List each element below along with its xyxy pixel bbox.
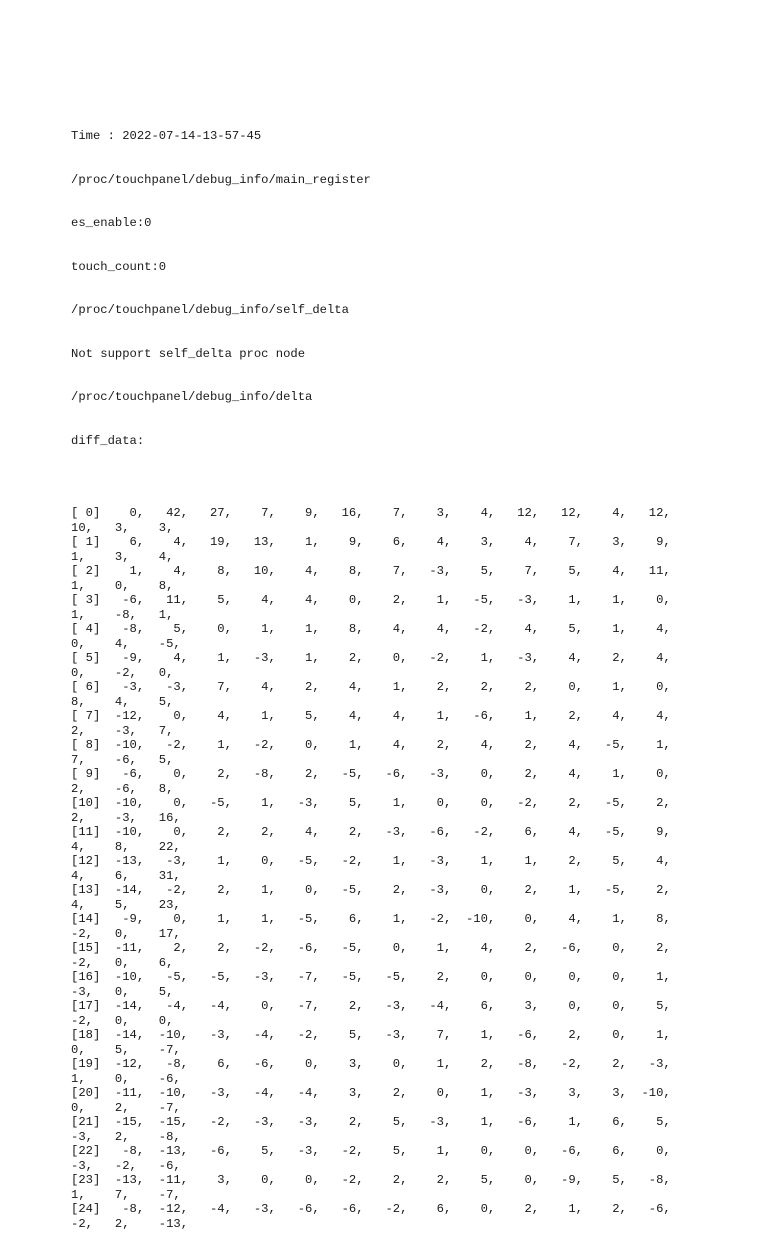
touch-count-line: touch_count:0	[71, 259, 167, 274]
timestamp-line: Time : 2022-07-14-13-57-45	[71, 129, 262, 143]
diff-row-wrap-line: 0, 5, -7,	[71, 1042, 181, 1057]
diff-row-line: [ 4] -8, 5, 0, 1, 1, 8, 4, 4, -2, 4, 5, 1, 4,	[71, 622, 671, 636]
diff-row-wrap-line: 4, 6, 31,	[71, 868, 181, 883]
diff-row-wrap-line: -2, 0, 0,	[71, 1013, 174, 1028]
diff-row-wrap-line: -3, 2, -8,	[71, 1129, 181, 1144]
diff-row-wrap-line: 0, 4, -5,	[71, 636, 181, 651]
diff-row-wrap-line: 1, 3, 4,	[71, 549, 174, 564]
self-delta-message: Not support self_delta proc node	[71, 346, 306, 361]
diff-row-wrap-line: 1, 7, -7,	[71, 1187, 181, 1202]
diff-row-wrap-line: 10, 3, 3,	[71, 520, 174, 535]
diff-row-line: [18] -14, -10, -3, -4, -2, 5, -3, 7, 1, -6, 2, 0, 1,	[71, 1028, 671, 1042]
log-document	[71, 71, 761, 1246]
diff-row-wrap-line: 2, -3, 7,	[71, 723, 174, 738]
delta-path: /proc/touchpanel/debug_info/delta	[71, 390, 313, 404]
diff-row-wrap-line: 4, 8, 22,	[71, 839, 181, 854]
diff-row-line: [ 6] -3, -3, 7, 4, 2, 4, 1, 2, 2, 2, 0, 1, 0,	[71, 680, 671, 694]
diff-row-line: [ 5] -9, 4, 1, -3, 1, 2, 0, -2, 1, -3, 4, 2, 4,	[71, 651, 671, 665]
diff-row-wrap-line: 4, 5, 23,	[71, 897, 181, 912]
log-header	[71, 100, 761, 477]
diff-row-line: [19] -12, -8, 6, -6, 0, 3, 0, 1, 2, -8, -2, 2, -3,	[71, 1057, 671, 1071]
diff-row-wrap-line: -3, -2, -6,	[71, 1158, 181, 1173]
diff-row-line: [11] -10, 0, 2, 2, 4, 2, -3, -6, -2, 6, 4, -5, 9,	[71, 825, 671, 839]
diff-row-line: [13] -14, -2, 2, 1, 0, -5, 2, -3, 0, 2, 1, -5, 2,	[71, 883, 671, 897]
diff-row-wrap-line: -3, 0, 5,	[71, 984, 174, 999]
diff-row-line: [21] -15, -15, -2, -3, -3, 2, 5, -3, 1, -6, 1, 6, 5,	[71, 1115, 671, 1129]
diff-row-line: [ 2] 1, 4, 8, 10, 4, 8, 7, -3, 5, 7, 5, 4, 11,	[71, 564, 671, 578]
diff-row-line: [15] -11, 2, 2, -2, -6, -5, 0, 1, 4, 2, -6, 0, 2,	[71, 941, 671, 955]
self-delta-path: /proc/touchpanel/debug_info/self_delta	[71, 303, 349, 317]
diff-row-line: [16] -10, -5, -5, -3, -7, -5, -5, 2, 0, 0, 0, 0, 1,	[71, 970, 671, 984]
diff-row-line: [ 1] 6, 4, 19, 13, 1, 9, 6, 4, 3, 4, 7, 3, 9,	[71, 535, 671, 549]
diff-row-wrap-line: -2, 0, 17,	[71, 926, 181, 941]
diff-row-line: [ 7] -12, 0, 4, 1, 5, 4, 4, 1, -6, 1, 2, 4, 4,	[71, 709, 671, 723]
diff-row-wrap-line: 2, -3, 16,	[71, 810, 181, 825]
diff-row-wrap-line: 0, -2, 0,	[71, 665, 174, 680]
diff-row-line: [ 0] 0, 42, 27, 7, 9, 16, 7, 3, 4, 12, 12, 4, 12,	[71, 506, 671, 520]
diff-data-rows	[71, 506, 761, 1231]
diff-row-line: [23] -13, -11, 3, 0, 0, -2, 2, 2, 5, 0, -9, 5, -8,	[71, 1173, 671, 1187]
diff-row-wrap-line: 7, -6, 5,	[71, 752, 174, 767]
diff-row-line: [14] -9, 0, 1, 1, -5, 6, 1, -2, -10, 0, 4, 1, 8,	[71, 912, 671, 926]
es-enable-line: es_enable:0	[71, 216, 152, 230]
diff-row-line: [22] -8, -13, -6, 5, -3, -2, 5, 1, 0, 0, -6, 6, 0,	[71, 1144, 671, 1158]
diff-row-wrap-line: 0, 2, -7,	[71, 1100, 181, 1115]
diff-row-line: [20] -11, -10, -3, -4, -4, 3, 2, 0, 1, -3, 3, 3, -10,	[71, 1086, 671, 1100]
diff-row-wrap-line: 8, 4, 5,	[71, 694, 174, 709]
diff-row-line: [ 3] -6, 11, 5, 4, 4, 0, 2, 1, -5, -3, 1, 1, 0,	[71, 593, 671, 607]
diff-data-label: diff_data:	[71, 433, 145, 448]
diff-row-line: [ 8] -10, -2, 1, -2, 0, 1, 4, 2, 4, 2, 4, -5, 1,	[71, 738, 671, 752]
diff-row-wrap-line: 1, 0, -6,	[71, 1071, 181, 1086]
diff-row-wrap-line: -2, 2, -13,	[71, 1216, 189, 1231]
diff-row-line: [10] -10, 0, -5, 1, -3, 5, 1, 0, 0, -2, 2, -5, 2,	[71, 796, 671, 810]
diff-row-line: [ 9] -6, 0, 2, -8, 2, -5, -6, -3, 0, 2, 4, 1, 0,	[71, 767, 671, 781]
diff-row-line: [12] -13, -3, 1, 0, -5, -2, 1, -3, 1, 1, 2, 5, 4,	[71, 854, 671, 868]
diff-row-line: [17] -14, -4, -4, 0, -7, 2, -3, -4, 6, 3, 0, 0, 5,	[71, 999, 671, 1013]
main-register-path: /proc/touchpanel/debug_info/main_register	[71, 172, 371, 187]
diff-row-wrap-line: 1, -8, 1,	[71, 607, 174, 622]
diff-row-wrap-line: 2, -6, 8,	[71, 781, 174, 796]
diff-row-wrap-line: 1, 0, 8,	[71, 578, 174, 593]
diff-row-wrap-line: -2, 0, 6,	[71, 955, 174, 970]
diff-row-line: [24] -8, -12, -4, -3, -6, -6, -2, 6, 0, 2, 1, 2, -6,	[71, 1202, 671, 1216]
